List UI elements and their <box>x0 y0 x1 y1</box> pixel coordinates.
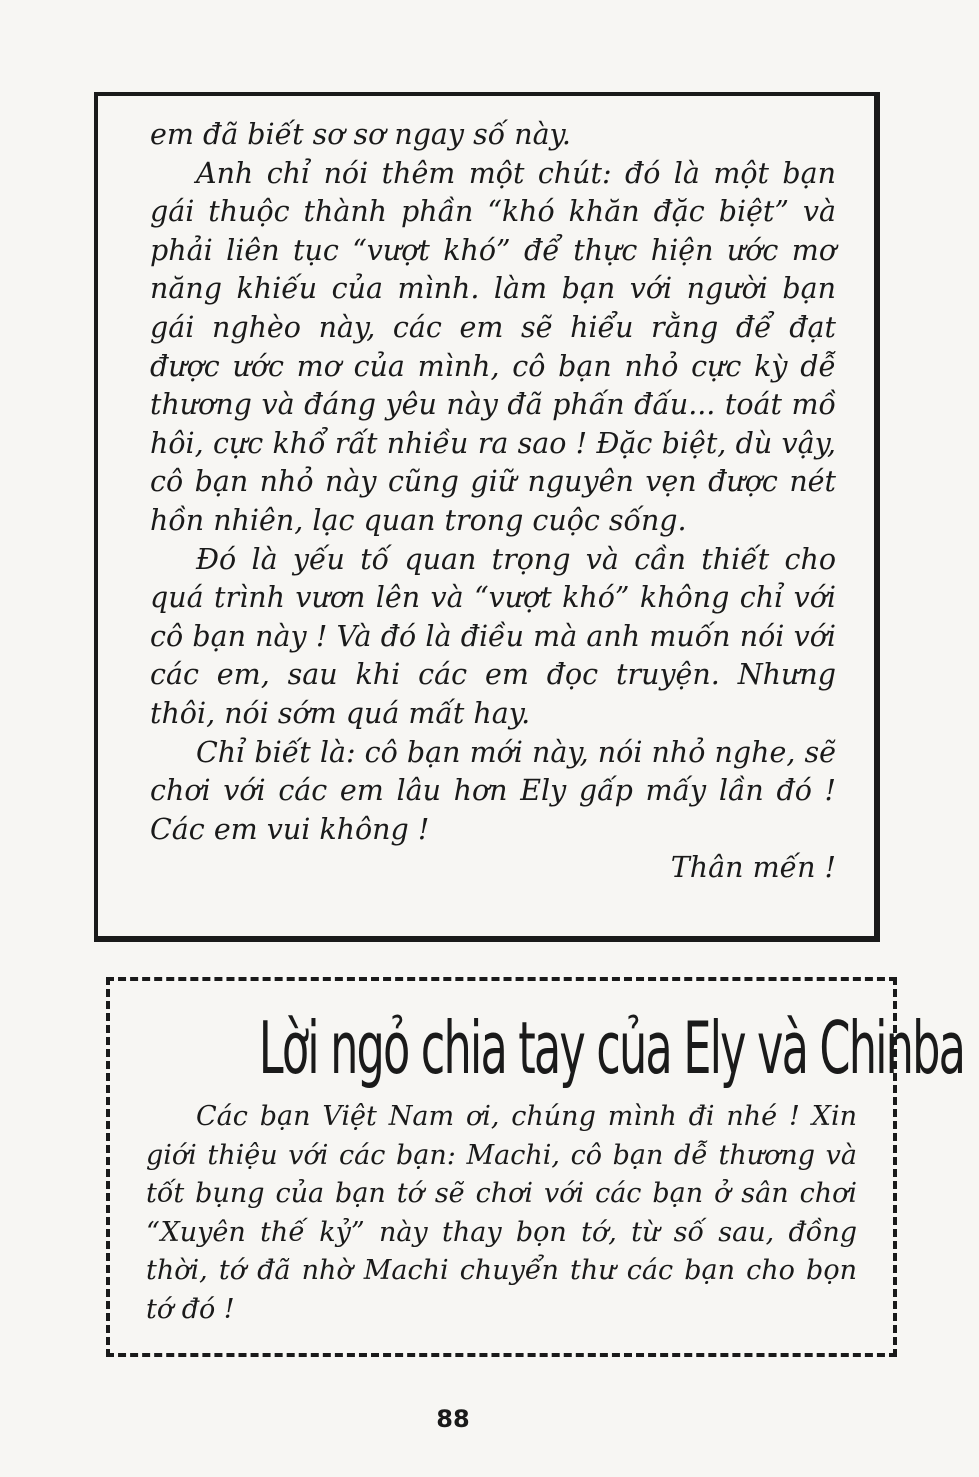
farewell-title: Lời ngỏ chia tay của Ely và Chinba <box>258 1006 965 1090</box>
letter-paragraph: Anh chỉ nói thêm một chút: đó là một bạn gái thuộc thành phần “khó khăn đặc biệt” và phải liên tục “vượt khó” để thực hiện ước mơ năng khiếu của mình. làm bạn với người bạn gái nghèo này, các em sẽ hiểu rằng để đạt được ước mơ của mình, cô bạn nhỏ cực kỳ dễ thương và đáng yêu này đã phấn đấu... toát mồ hôi, cực khổ rất nhiều ra sao ! Đặc biệt, dù vậy, cô bạn nhỏ này cũng giữ nguyên vẹn được nét hồn nhiên, lạc quan trong cuộc sống. <box>150 156 836 537</box>
farewell-paragraph: Các bạn Việt Nam ơi, chúng mình đi nhé ! Xin giới thiệu với các bạn: Machi, cô bạn dễ thương và tốt bụng của bạn tớ sẽ chơi với các bạn ở sân chơi “Xuyên thế kỷ” này thay bọn tớ, từ số sau, đồng thời, tớ đã nhờ Machi chuyển thư các bạn cho bọn tớ đó ! <box>146 1101 857 1325</box>
page-number: 88 <box>436 1405 470 1433</box>
letter-text <box>150 116 836 888</box>
letter-paragraph: Đó là yếu tố quan trọng và cần thiết cho quá trình vươn lên và “vượt khó” không chỉ với cô bạn này ! Và đó là điều mà anh muốn nói với các em, sau khi các em đọc truyện. Nhưng thôi, nói sớm quá mất hay. <box>150 542 836 730</box>
farewell-box <box>106 977 965 1357</box>
letter-paragraph: Chỉ biết là: cô bạn mới này, nói nhỏ nghe, sẽ chơi với các em lâu hơn Ely gấp mấy lần đó ! Các em vui không ! <box>150 735 836 846</box>
letter-paragraph: em đã biết sơ sơ ngay số này. <box>150 118 571 151</box>
farewell-text <box>146 1098 857 1329</box>
letter-signoff: Thân mến ! <box>670 851 836 885</box>
letter-box <box>94 92 880 942</box>
